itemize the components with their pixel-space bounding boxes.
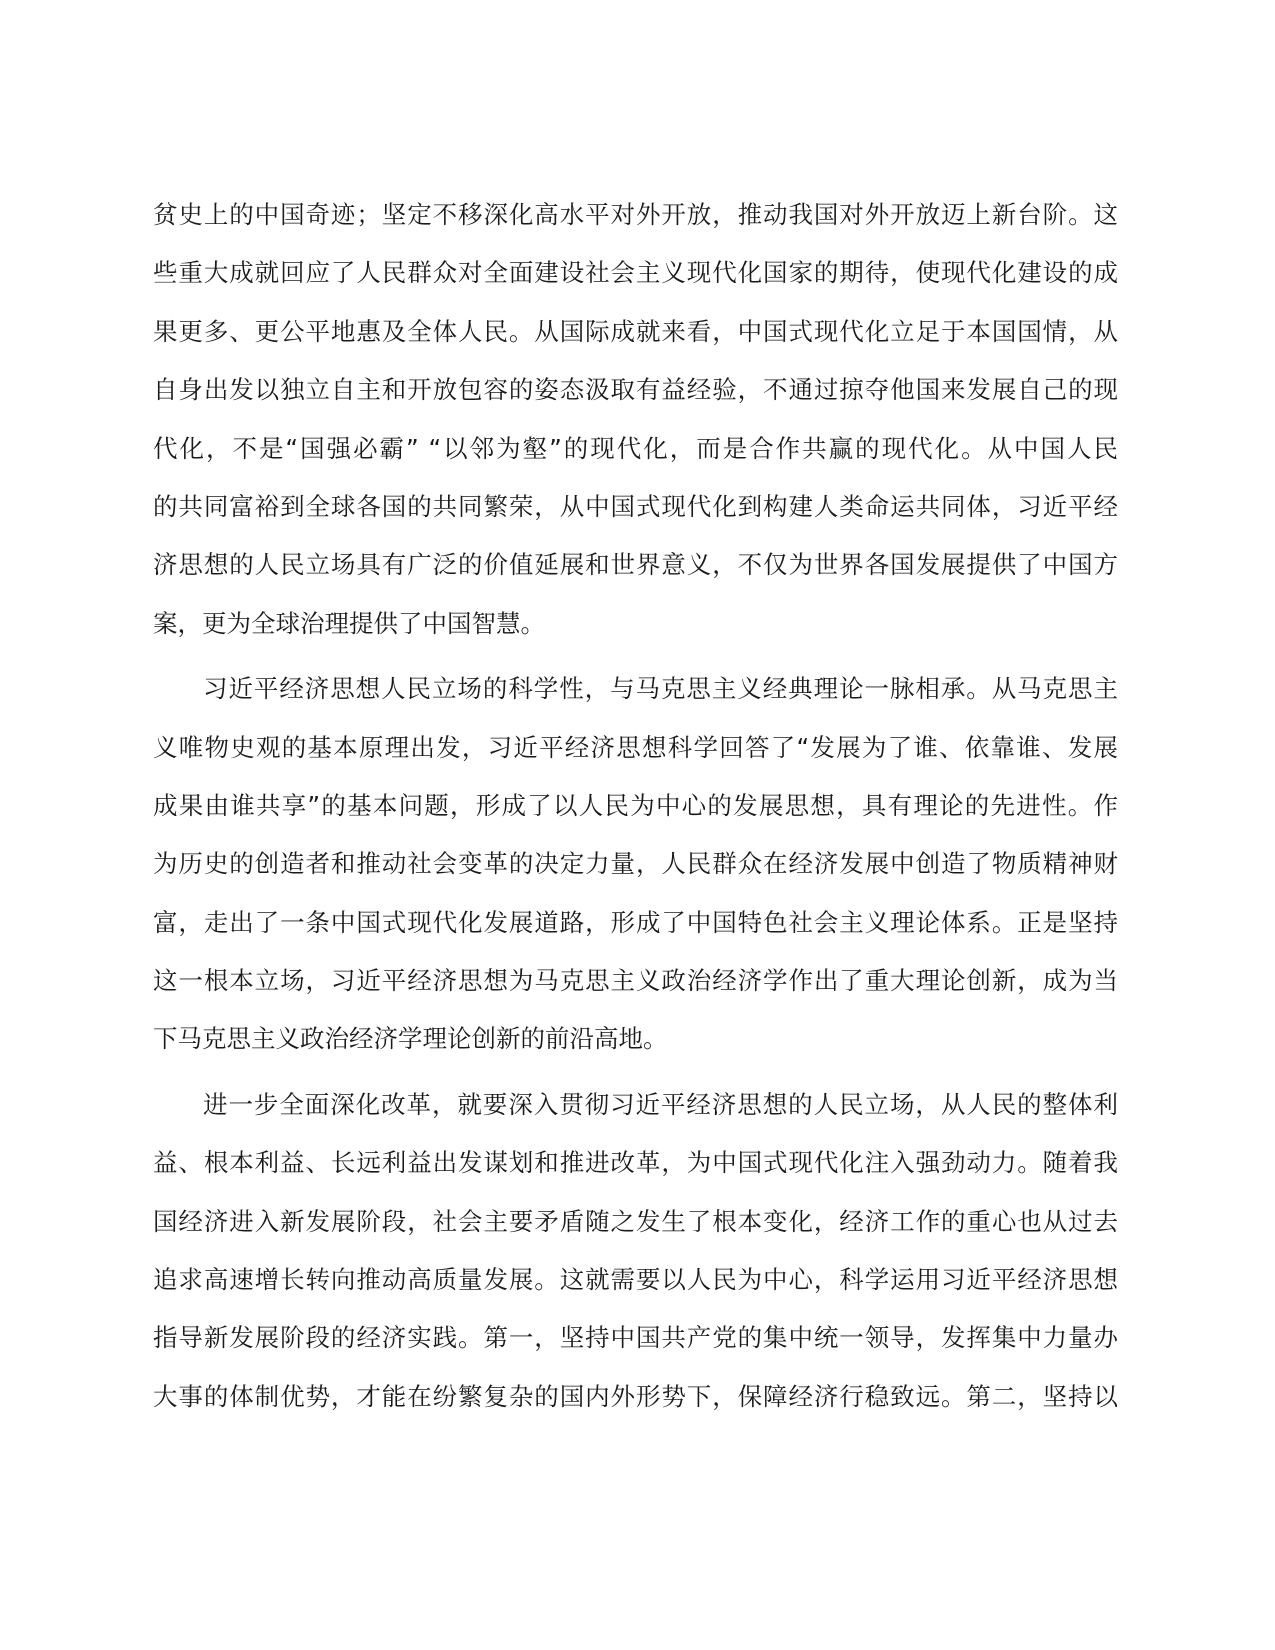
- text-line: 济思想的人民立场具有广泛的价值延展和世界意义，不仅为世界各国发展提供了中国方: [153, 550, 1118, 580]
- text-line: 的共同富裕到全球各国的共同繁荣，从中国式现代化到构建人类命运共同体，习近平经: [153, 491, 1118, 521]
- text-line: 代化，不是“国强必霸” “以邻为壑”的现代化，而是合作共赢的现代化。从中国人民: [153, 433, 1118, 463]
- text-line: 为历史的创造者和推动社会变革的决定力量，人民群众在经济发展中创造了物质精神财: [153, 849, 1118, 879]
- text-line: 国经济进入新发展阶段，社会主要矛盾随之发生了根本变化，经济工作的重心也从过去: [153, 1206, 1118, 1236]
- text-line: 下马克思主义政治经济学理论创新的前沿高地。: [153, 1024, 668, 1054]
- text-line: 些重大成就回应了人民群众对全面建设社会主义现代化国家的期待，使现代化建设的成: [153, 258, 1118, 288]
- text-line: 贫史上的中国奇迹；坚定不移深化高水平对外开放，推动我国对外开放迈上新台阶。这: [153, 200, 1118, 229]
- text-line: 大事的体制优势，才能在纷繁复杂的国内外形势下，保障经济行稳致远。第二，坚持以: [153, 1381, 1118, 1411]
- text-line: 案，更为全球治理提供了中国智慧。: [153, 608, 545, 638]
- document-body: [153, 186, 1118, 1426]
- text-line: 义唯物史观的基本原理出发，习近平经济思想科学回答了“发展为了谁、依靠谁、发展: [153, 732, 1118, 762]
- text-line: 指导新发展阶段的经济实践。第一，坚持中国共产党的集中统一领导，发挥集中力量办: [153, 1323, 1118, 1353]
- text-line: 自身出发以独立自主和开放包容的姿态汲取有益经验，不通过掠夺他国来发展自己的现: [153, 375, 1118, 405]
- paragraph-1: [153, 186, 1118, 653]
- text-line: 富，走出了一条中国式现代化发展道路，形成了中国特色社会主义理论体系。正是坚持: [153, 907, 1118, 937]
- paragraph-3: [153, 1076, 1118, 1426]
- text-line: 果更多、更公平地惠及全体人民。从国际成就来看，中国式现代化立足于本国国情，从: [153, 316, 1118, 346]
- text-line: 成果由谁共享”的基本问题，形成了以人民为中心的发展思想，具有理论的先进性。作: [153, 790, 1118, 820]
- text-line: 益、根本利益、长远利益出发谋划和推进改革，为中国式现代化注入强劲动力。随着我: [153, 1148, 1118, 1178]
- text-line: 这一根本立场，习近平经济思想为马克思主义政治经济学作出了重大理论创新，成为当: [153, 966, 1118, 996]
- text-line: 习近平经济思想人民立场的科学性，与马克思主义经典理论一脉相承。从马克思主: [203, 674, 1118, 704]
- text-line: 进一步全面深化改革，就要深入贯彻习近平经济思想的人民立场，从人民的整体利: [203, 1089, 1118, 1119]
- text-line: 追求高速增长转向推动高质量发展。这就需要以人民为中心，科学运用习近平经济思想: [153, 1265, 1118, 1295]
- paragraph-2: [153, 660, 1118, 1069]
